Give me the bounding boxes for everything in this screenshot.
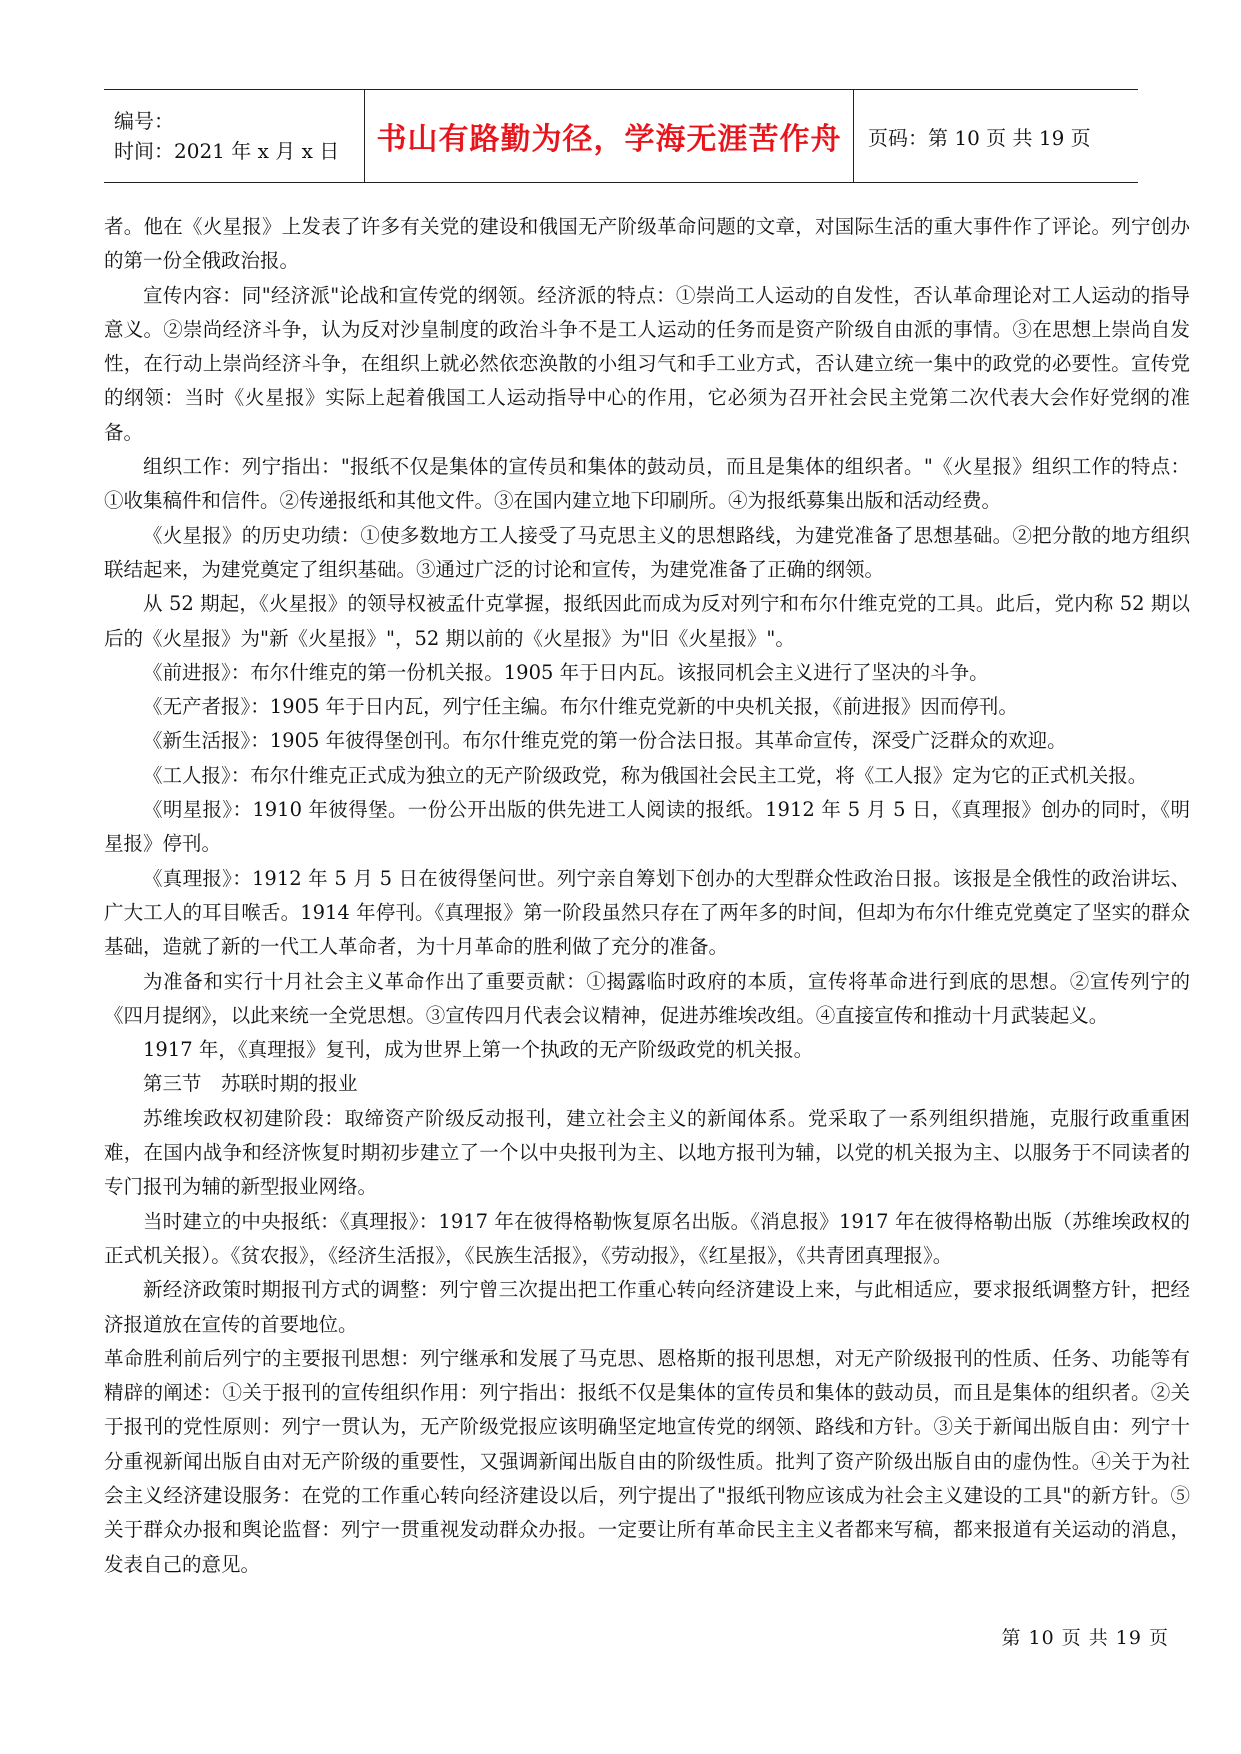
body-paragraph: 《火星报》的历史功绩：①使多数地方工人接受了马克思主义的思想路线，为建党准备了思想基础。②把分散的地方组织联结起来，为建党奠定了组织基础。③通过广泛的讨论和宣传，为建党准备了正确的纲领。 — [104, 523, 1190, 581]
document-body — [104, 210, 1190, 1582]
body-paragraph: 1917 年，《真理报》复刊，成为世界上第一个执政的无产阶级政党的机关报。 — [143, 1038, 814, 1062]
page-header — [104, 89, 1138, 183]
body-paragraph: 为准备和实行十月社会主义革命作出了重要贡献：①揭露临时政府的本质，宣传将革命进行到底的思想。②宣传列宁的《四月提纲》，以此来统一全党思想。③宣传四月代表会议精神，促进苏维埃改组。④直接宣传和推动十月武装起义。 — [104, 969, 1190, 1027]
body-paragraph: 新经济政策时期报刊方式的调整：列宁曾三次提出把工作重心转向经济建设上来，与此相适应，要求报纸调整方针，把经济报道放在宣传的首要地位。 — [104, 1278, 1190, 1336]
body-paragraph: 《新生活报》：1905 年彼得堡创刊。布尔什维克党的第一份合法日报。其革命宣传，深受广泛群众的欢迎。 — [143, 729, 1067, 753]
body-paragraph: 组织工作：列宁指出："报纸不仅是集体的宣传员和集体的鼓动员，而且是集体的组织者。"《火星报》组织工作的特点：①收集稿件和信件。②传递报纸和其他文件。③在国内建立地下印刷所。④为报纸募集出版和活动经费。 — [104, 455, 1190, 513]
document-number-label: 编号： — [114, 109, 174, 133]
header-meta — [104, 90, 364, 182]
body-paragraph: 《工人报》：布尔什维克正式成为独立的无产阶级政党，称为俄国社会民主工党，将《工人报》定为它的正式机关报。 — [143, 763, 1148, 787]
header-page-cell — [854, 90, 1138, 182]
body-paragraph: 第三节 苏联时期的报业 — [143, 1072, 358, 1096]
body-paragraph: 当时建立的中央报纸：《真理报》：1917 年在彼得格勒恢复原名出版。《消息报》1917 年在彼得格勒出版（苏维埃政权的正式机关报）。《贫农报》，《经济生活报》，《民族生活报》，《劳动报》，《红星报》，《共青团真理报》。 — [104, 1209, 1190, 1267]
body-paragraph: 从 52 期起，《火星报》的领导权被孟什克掌握，报纸因此而成为反对列宁和布尔什维克党的工具。此后，党内称 52 期以后的《火星报》为"新《火星报》"，52 期以前的《火星报》为"旧《火星报》"。 — [104, 592, 1190, 650]
body-paragraph: 《真理报》：1912 年 5 月 5 日在彼得堡问世。列宁亲自筹划下创办的大型群众性政治日报。该报是全俄性的政治讲坛、广大工人的耳目喉舌。1914 年停刊。《真理报》第一阶段虽然只存在了两年多的时间，但却为布尔什维克党奠定了坚实的群众基础，造就了新的一代工人革命者，为十月革命的胜利做了充分的准备。 — [104, 866, 1190, 959]
body-paragraph: 《无产者报》：1905 年于日内瓦，列宁任主编。布尔什维克党新的中央机关报，《前进报》因而停刊。 — [143, 695, 1018, 719]
body-paragraph: 革命胜利前后列宁的主要报刊思想：列宁继承和发展了马克思、恩格斯的报刊思想，对无产阶级报刊的性质、任务、功能等有精辟的阐述：①关于报刊的宣传组织作用：列宁指出：报纸不仅是集体的宣传员和集体的鼓动员，而且是集体的组织者。②关于报刊的党性原则：列宁一贯认为，无产阶级党报应该明确坚定地宣传党的纲领、路线和方针。③关于新闻出版自由：列宁十分重视新闻出版自由对无产阶级的重要性，又强调新闻出版自由的阶级性质。批判了资产阶级出版自由的虚伪性。④关于为社会主义经济建设服务：在党的工作重心转向经济建设以后，列宁提出了"报纸刊物应该成为社会主义建设的工具"的新方针。⑤关于群众办报和舆论监督：列宁一贯重视发动群众办报。一定要让所有革命民主主义者都来写稿，都来报道有关运动的消息，发表自己的意见。 — [104, 1346, 1190, 1576]
body-paragraph: 者。他在《火星报》上发表了许多有关党的建设和俄国无产阶级革命问题的文章，对国际生活的重大事件作了评论。列宁创办的第一份全俄政治报。 — [104, 215, 1190, 273]
page-footer: 第 10 页 共 19 页 — [1001, 1627, 1169, 1649]
body-paragraph: 《前进报》：布尔什维克的第一份机关报。1905 年于日内瓦。该报同机会主义进行了坚决的斗争。 — [143, 660, 989, 684]
header-slogan-cell — [364, 90, 854, 182]
body-paragraph: 苏维埃政权初建阶段：取缔资产阶级反动报刊，建立社会主义的新闻体系。党采取了一系列组织措施，克服行政重重困难，在国内战争和经济恢复时期初步建立了一个以中央报刊为主、以地方报刊为辅，以党的机关报为主、以服务于不同读者的专门报刊为辅的新型报业网络。 — [104, 1106, 1190, 1199]
body-paragraph: 《明星报》：1910 年彼得堡。一份公开出版的供先进工人阅读的报纸。1912 年 5 月 5 日，《真理报》创办的同时，《明星报》停刊。 — [104, 798, 1190, 856]
body-paragraph: 宣传内容：同"经济派"论战和宣传党的纲领。经济派的特点：①崇尚工人运动的自发性，否认革命理论对工人运动的指导意义。②崇尚经济斗争，认为反对沙皇制度的政治斗争不是工人运动的任务而是资产阶级自由派的事情。③在思想上崇尚自发性，在行动上崇尚经济斗争，在组织上就必然依恋涣散的小组习气和手工业方式，否认建立统一集中的政党的必要性。宣传党的纲领：当时《火星报》实际上起着俄国工人运动指导中心的作用，它必须为召开社会民主党第二次代表大会作好党纲的准备。 — [104, 283, 1190, 444]
header-page-number: 页码：第 10 页 共 19 页 — [868, 125, 1091, 150]
header-slogan: 书山有路勤为径，学海无涯苦作舟 — [376, 122, 842, 157]
document-time-label: 时间：2021 年 x 月 x 日 — [114, 139, 340, 163]
